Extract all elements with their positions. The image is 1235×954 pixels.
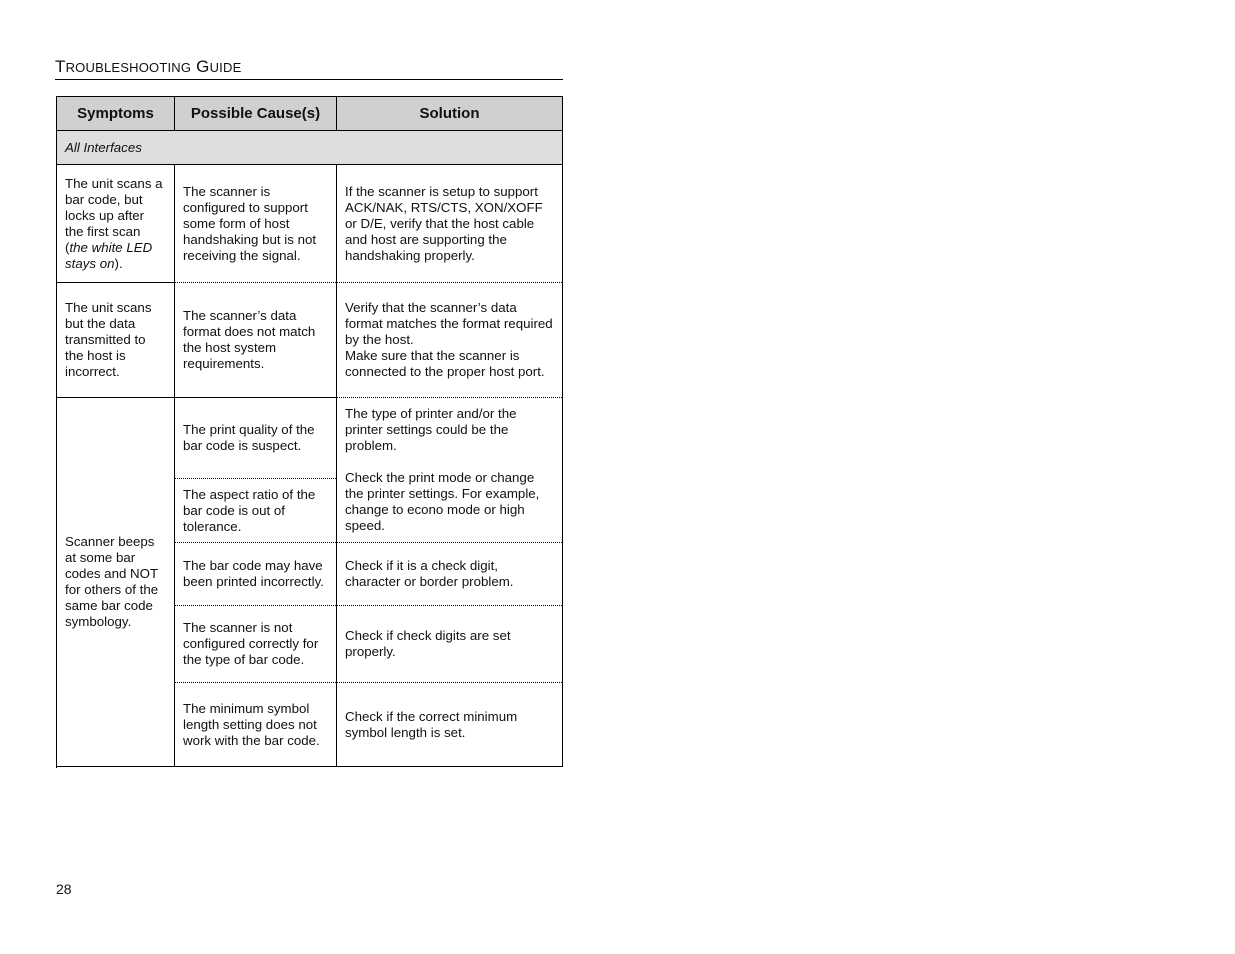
column-header-symptoms: Symptoms [57, 97, 175, 131]
cause-cell: The aspect ratio of the bar code is out of tolerance. [175, 479, 337, 543]
cause-cell: The scanner is configured to support some form of host handshaking but is not receiving the signal. [175, 165, 337, 283]
symptom-cell [57, 165, 175, 283]
table-row [57, 283, 563, 398]
solution-line: Check the print mode or change the printer settings. For example, change to econo mode or high speed. [345, 470, 540, 533]
cause-cell: The minimum symbol length setting does not work with the bar code. [175, 683, 337, 767]
symptom-text-1: The unit scans a bar code, but locks up after the first scan ( [65, 175, 163, 255]
solution-cell: Check if the correct minimum symbol length is set. [337, 683, 563, 767]
solution-cell: Check if it is a check digit, character or border problem. [337, 543, 563, 606]
symptom-cell: The unit scans but the data transmitted to the host is incorrect. [57, 283, 175, 398]
group-label: All Interfaces [57, 131, 563, 165]
solution-line: The type of printer and/or the printer settings could be the problem. [345, 406, 517, 453]
paragraph-gap [345, 454, 554, 470]
header-word-guide: UIDE [209, 60, 242, 75]
solution-line: Verify that the scanner’s data format matches the format required by the host. [345, 300, 553, 347]
solution-cell: Check if check digits are set properly. [337, 606, 563, 683]
header-word-troubleshooting: ROUBLESHOOTING [65, 60, 192, 75]
symptom-text-italic: the white LED stays on [65, 239, 153, 271]
table-header-row [57, 97, 563, 131]
header-initial-g: G [196, 57, 210, 76]
table-row [57, 398, 563, 479]
header-initial-t: T [55, 57, 66, 76]
symptom-text-2: ). [114, 255, 123, 271]
troubleshooting-table [56, 96, 563, 767]
page-number: 28 [56, 881, 72, 897]
solution-cell [337, 398, 563, 543]
cause-cell: The print quality of the bar code is suspect. [175, 398, 337, 479]
cause-cell: The scanner is not configured correctly for the type of bar code. [175, 606, 337, 683]
symptom-cell: Scanner beeps at some bar codes and NOT for others of the same bar code symbology. [57, 398, 175, 767]
solution-line: Make sure that the scanner is connected to the proper host port. [345, 348, 545, 379]
column-header-causes: Possible Cause(s) [175, 97, 337, 131]
solution-cell: If the scanner is setup to support ACK/NAK, RTS/CTS, XON/XOFF or D/E, verify that the host cable and host are supporting the handshaking properly. [337, 165, 563, 283]
solution-cell [337, 283, 563, 398]
cause-cell: The scanner’s data format does not match the host system requirements. [175, 283, 337, 398]
group-row-all-interfaces [57, 131, 563, 165]
column-header-solution: Solution [337, 97, 563, 131]
page-header [55, 57, 563, 80]
table-row [57, 165, 563, 283]
cause-cell: The bar code may have been printed incorrectly. [175, 543, 337, 606]
